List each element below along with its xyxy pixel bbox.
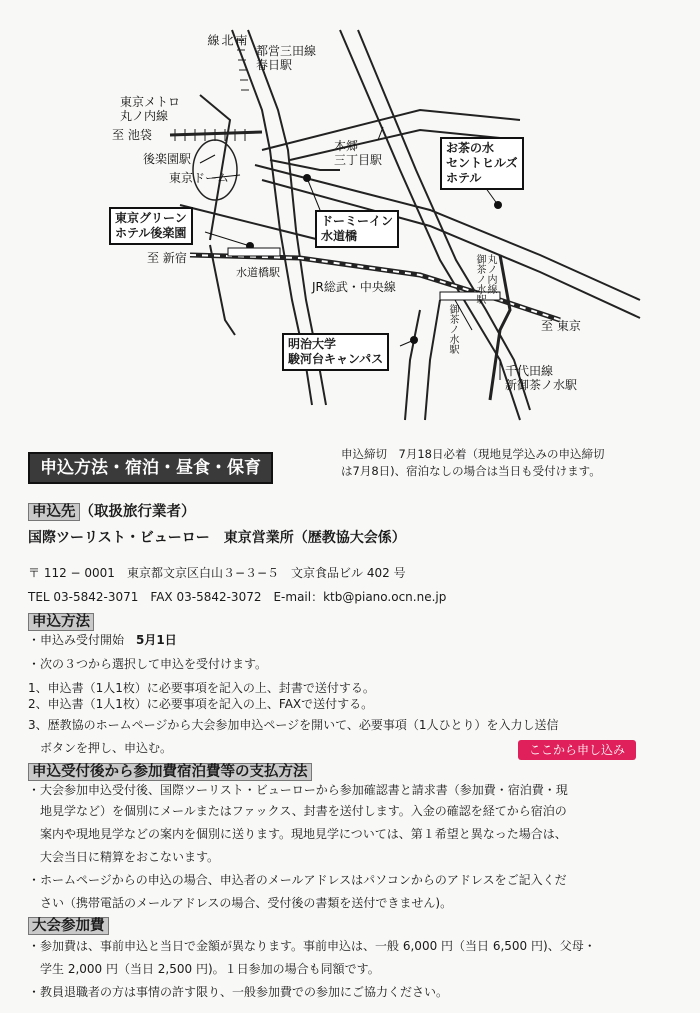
payment-line: ・大会参加申込受付後、国際ツーリスト・ビューローから参加確認書と請求書（参加費・宿泊費・現 xyxy=(28,783,568,797)
road xyxy=(200,95,230,240)
method-line: 1、申込書（1人1枚）に必要事項を記入の上、封書で送付する。 xyxy=(28,681,375,695)
fee-line: 学生 2,000 円（当日 2,500 円)。１日参加の場合も同額です。 xyxy=(28,962,380,976)
apply-button[interactable]: ここから申し込み xyxy=(518,740,636,760)
label-toei-mita: 都営三田線 春日駅 xyxy=(256,44,317,72)
method-line: 2、申込書（1人1枚）に必要事項を記入の上、FAXで送付する。 xyxy=(28,697,374,711)
payment-line: 案内や現地見学などの案内を個別に送ります。現地見学については、第１希望と異なった場合は、 xyxy=(28,827,567,841)
address: 〒 112 − 0001 東京都文京区白山３−３−５ 文京食品ビル 402 号 xyxy=(28,566,406,580)
payment-tag: 申込受付後から参加費宿泊費等の支払方法 xyxy=(28,763,312,781)
label-chiyoda: 千代田線 新御茶ノ水駅 xyxy=(505,364,578,392)
method-heading xyxy=(28,610,94,631)
payment-line: 大会当日に精算をおこないます。 xyxy=(28,850,220,864)
fee-line: ・参加費は、事前申込と当日で金額が異なります。事前申込は、一般 6,000 円（当日 6,500 円)、父母・ xyxy=(28,939,596,953)
method-start-date: 5月1日 xyxy=(136,633,177,647)
label-suidobashi: 水道橋駅 xyxy=(236,266,280,279)
applicant-tag: 申込先 xyxy=(28,503,80,521)
tokyo-dome xyxy=(193,140,237,200)
contact: TEL 03-5842-3071 FAX 03-5842-3072 E-mail：ktb@piano.ocn.ne.jp xyxy=(28,590,447,604)
method-line: 3、歴教協のホームページから大会参加申込ページを開いて、必要事項（1人ひとり）を入力し送信 xyxy=(28,718,559,732)
road xyxy=(405,310,420,420)
label-jr-line: JR総武・中央線 xyxy=(312,280,396,294)
deadline-text: 申込締切 7月18日必着（現地見学込みの申込締切 は7月8日)、宿泊なしの場合は当日も受付けます。 xyxy=(341,447,605,478)
payment-line: ・ホームページからの申込の場合、申込者のメールアドレスはパソコンからのアドレスをご記入くだ xyxy=(28,873,567,887)
applicant-sub: （取扱旅行業者） xyxy=(79,504,196,520)
hotel-ochanomizu-st-hills: お茶の水 セントヒルズ ホテル xyxy=(440,137,524,190)
meiji-university: 明治大学 駿河台キャンパス xyxy=(282,333,389,371)
label-marunouchi-ochanomizu: 丸ノ内線 御茶ノ水駅 xyxy=(474,254,496,304)
marunouchi-line xyxy=(170,132,262,135)
label-korakuen: 後楽園駅 xyxy=(143,152,192,166)
label-to-tokyo: 至 東京 xyxy=(541,319,581,333)
payment-line: 地見学など）を個別にメールまたはファックス、封書を送付します。入金の確認を経てから宿泊の xyxy=(28,804,567,818)
payment-heading xyxy=(28,760,312,781)
fee-tag: 大会参加費 xyxy=(28,917,109,935)
company-name: 国際ツーリスト・ビューロー 東京営業所（歴教協大会係） xyxy=(28,530,406,546)
fee-heading xyxy=(28,914,109,935)
label-tokyo-dome: 東京ドーム xyxy=(169,171,230,185)
method-tag: 申込方法 xyxy=(28,613,94,631)
label-ochanomizu: 御茶ノ水駅 xyxy=(447,304,458,354)
label-hongo: 本郷 三丁目駅 xyxy=(334,139,383,167)
hotel-dormy-inn: ドーミーイン 水道橋 xyxy=(315,210,399,248)
label-marunouchi: 東京メトロ 丸ノ内線 xyxy=(120,95,181,123)
road xyxy=(270,160,340,170)
label-nanboku: 南 北 線 xyxy=(206,34,248,46)
label-to-ikebukuro: 至 池袋 xyxy=(112,128,152,142)
access-map xyxy=(0,0,700,440)
road xyxy=(425,300,440,420)
method-start xyxy=(28,632,177,648)
payment-line: さい（携帯電話のメールアドレスの場合、受付後の書類を送付できません)。 xyxy=(28,896,453,910)
label-to-shinjuku: 至 新宿 xyxy=(147,251,187,265)
hotel-green-korakuen: 東京グリーン ホテル後楽園 xyxy=(109,207,193,245)
section-title: 申込方法・宿泊・昼食・保育 xyxy=(28,452,273,484)
method-line: ・次の３つから選択して申込を受付けます。 xyxy=(28,657,268,671)
method-start-label: ・申込み受付開始 xyxy=(28,633,125,647)
road xyxy=(180,205,320,240)
method-line: ボタンを押し、申込む。 xyxy=(28,741,173,755)
applicant-heading xyxy=(28,500,196,521)
fee-line: ・教員退職者の方は事情の許す限り、一般参加費での参加にご協力ください。 xyxy=(28,985,449,999)
